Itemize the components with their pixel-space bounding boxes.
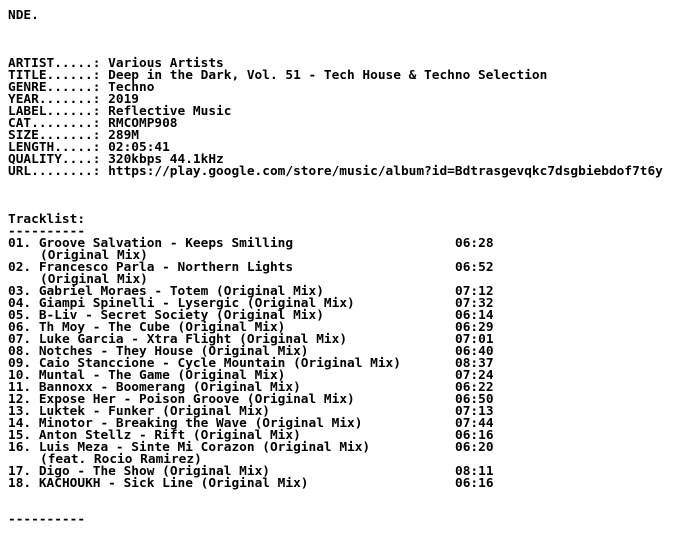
info-value: Various Artists [108, 56, 224, 71]
track-duration: 07:32 [455, 296, 494, 311]
track-title: Expose Her - Poison Groove (Original Mix) [38, 392, 355, 407]
footer-rule: ---------- [8, 512, 86, 527]
track-duration: 06:29 [455, 320, 494, 335]
track-title: Th Moy - The Cube (Original Mix) [38, 320, 286, 335]
info-key: URL........: [8, 164, 101, 179]
info-value: 320kbps 44.1kHz [108, 152, 224, 167]
release-tag: NDE. [8, 8, 39, 23]
track-number: 06. [8, 320, 32, 335]
track-duration: 07:24 [455, 368, 494, 383]
track-duration: 07:01 [455, 332, 494, 347]
info-url-link[interactable]: https://play.google.com/store/music/album?id=Bdtrasgevqkc7dsgbiebdof7t6y [108, 164, 663, 179]
track-title: Luke Garcia - Xtra Flight (Original Mix) [38, 332, 348, 347]
tracklist-heading: Tracklist: [8, 212, 86, 227]
track-title: Digo - The Show (Original Mix) [38, 464, 270, 479]
track-number: 08. [8, 344, 32, 359]
track-number: 15. [8, 428, 32, 443]
tracklist-underline: ---------- [8, 224, 86, 239]
track-duration: 06:16 [455, 428, 494, 443]
track-title: Giampi Spinelli - Lysergic (Original Mix) [38, 296, 355, 311]
track-number: 17. [8, 464, 32, 479]
info-key: ARTIST.....: [8, 56, 101, 71]
track-row [8, 478, 696, 490]
info-key: CAT........: [8, 116, 101, 131]
info-value: Reflective Music [108, 104, 232, 119]
track-title: Minotor - Breaking the Wave (Original Mix) [38, 416, 363, 431]
track-title: Gabriel Moraes - Totem (Original Mix) [38, 284, 324, 299]
track-number: 10. [8, 368, 32, 383]
nfo-document [8, 10, 696, 526]
release-info [8, 58, 696, 178]
info-key: YEAR.......: [8, 92, 101, 107]
track-title: Notches - They House (Original Mix) [38, 344, 309, 359]
track-number: 02. [8, 260, 32, 275]
info-key: LENGTH.....: [8, 140, 101, 155]
track-title: Francesco Parla - Northern Lights [38, 260, 294, 275]
track-duration: 08:37 [455, 356, 494, 371]
info-key: LABEL......: [8, 104, 101, 119]
track-duration: 06:22 [455, 380, 494, 395]
info-value: RMCOMP908 [108, 116, 178, 131]
info-value: 02:05:41 [108, 140, 170, 155]
track-duration: 07:13 [455, 404, 494, 419]
track-number: 14. [8, 416, 32, 431]
track-number: 05. [8, 308, 32, 323]
info-key: QUALITY....: [8, 152, 101, 167]
info-value: Deep in the Dark, Vol. 51 - Tech House & Techno Selection [108, 68, 548, 83]
info-key: SIZE.......: [8, 128, 101, 143]
track-duration: 06:40 [455, 344, 494, 359]
track-title: Luktek - Funker (Original Mix) [38, 404, 270, 419]
track-duration: 06:16 [455, 476, 494, 491]
track-number: 11. [8, 380, 32, 395]
track-number: 07. [8, 332, 32, 347]
track-title: Groove Salvation - Keeps Smilling [38, 236, 294, 251]
info-value: 2019 [108, 92, 139, 107]
track-duration: 06:52 [455, 260, 494, 275]
track-duration: 06:28 [455, 236, 494, 251]
track-duration: 08:11 [455, 464, 494, 479]
track-number: 13. [8, 404, 32, 419]
track-title: Luis Meza - Sinte Mi Corazon (Original Mix) [38, 440, 371, 455]
info-value: Techno [108, 80, 155, 95]
track-title: Anton Stellz - Rift (Original Mix) [38, 428, 301, 443]
track-duration: 07:12 [455, 284, 494, 299]
track-duration: 06:14 [455, 308, 494, 323]
track-number: 01. [8, 236, 32, 251]
track-title: Muntal - The Game (Original Mix) [38, 368, 286, 383]
track-number: 12. [8, 392, 32, 407]
track-number: 03. [8, 284, 32, 299]
info-key: TITLE......: [8, 68, 101, 83]
track-number: 18. [8, 476, 32, 491]
info-key: GENRE......: [8, 80, 101, 95]
track-number: 16. [8, 440, 32, 455]
track-number: 09. [8, 356, 32, 371]
track-title: B-Liv - Secret Society (Original Mix) [38, 308, 324, 323]
track-title-continuation: (Original Mix) [40, 248, 148, 263]
track-title: Bannoxx - Boomerang (Original Mix) [38, 380, 301, 395]
track-duration: 06:50 [455, 392, 494, 407]
track-title-continuation: (feat. Rocio Ramirez) [40, 452, 202, 467]
info-value: 289M [108, 128, 139, 143]
tracklist [8, 238, 696, 490]
info-url [8, 166, 696, 178]
track-title-continuation: (Original Mix) [40, 272, 148, 287]
track-title: Caio Stanccione - Cycle Mountain (Original Mix) [38, 356, 401, 371]
track-title: KACHOUKH - Sick Line (Original Mix) [38, 476, 309, 491]
track-duration: 07:44 [455, 416, 494, 431]
track-duration: 06:20 [455, 440, 494, 455]
track-number: 04. [8, 296, 32, 311]
